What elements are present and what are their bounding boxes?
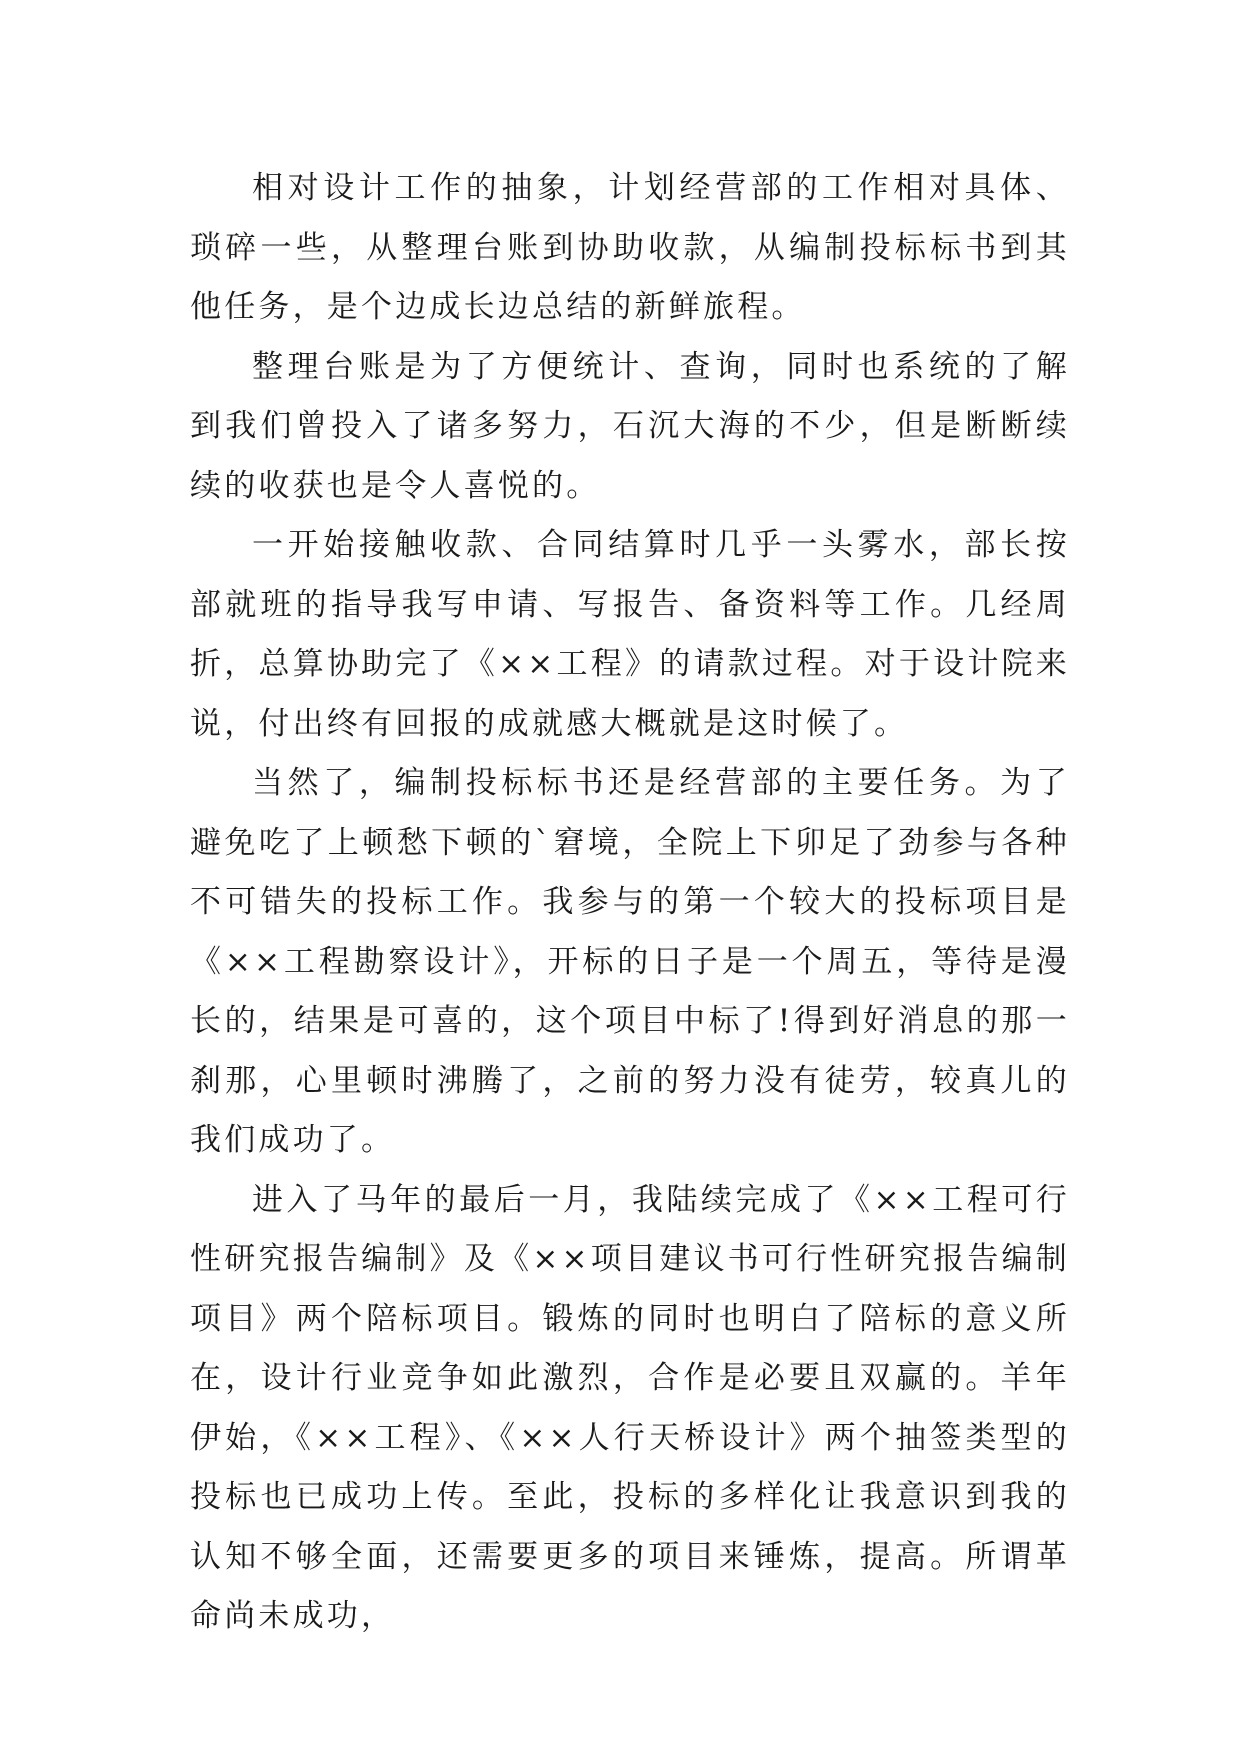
paragraph-4: 当然了，编制投标标书还是经营部的主要任务。为了避免吃了上顿愁下顿的`窘境，全院上下卯足了劲参与各种不可错失的投标工作。我参与的第一个较大的投标项目是《××工程勘察设计》，开标的日子是一个周五，等待是漫长的，结果是可喜的，这个项目中标了!得到好消息的那一刹那，心里顿时沸腾了，之前的努力没有徒劳，较真儿的我们成功了。 <box>190 765 1070 1158</box>
paragraph-5: 进入了马年的最后一月，我陆续完成了《××工程可行性研究报告编制》及《××项目建议书可行性研究报告编制项目》两个陪标项目。锻炼的同时也明白了陪标的意义所在，设计行业竞争如此激烈，合作是必要且双赢的。羊年伊始，《××工程》、《××人行天桥设计》两个抽签类型的投标也已成功上传。至此，投标的多样化让我意识到我的认知不够全面，还需要更多的项目来锤炼，提高。所谓革命尚未成功， <box>190 1181 1070 1634</box>
paragraph-2: 整理台账是为了方便统计、查询，同时也系统的了解到我们曾投入了诸多努力，石沉大海的不少，但是断断续续的收获也是令人喜悦的。 <box>190 348 1070 504</box>
document-body <box>190 159 1070 1647</box>
paragraph-1: 相对设计工作的抽象，计划经营部的工作相对具体、琐碎一些，从整理台账到协助收款，从编制投标标书到其他任务，是个边成长边总结的新鲜旅程。 <box>190 170 1070 325</box>
paragraph-3: 一开始接触收款、合同结算时几乎一头雾水，部长按部就班的指导我写申请、写报告、备资料等工作。几经周折，总算协助完了《××工程》的请款过程。对于设计院来说，付出终有回报的成就感大概就是这时候了。 <box>190 527 1070 742</box>
